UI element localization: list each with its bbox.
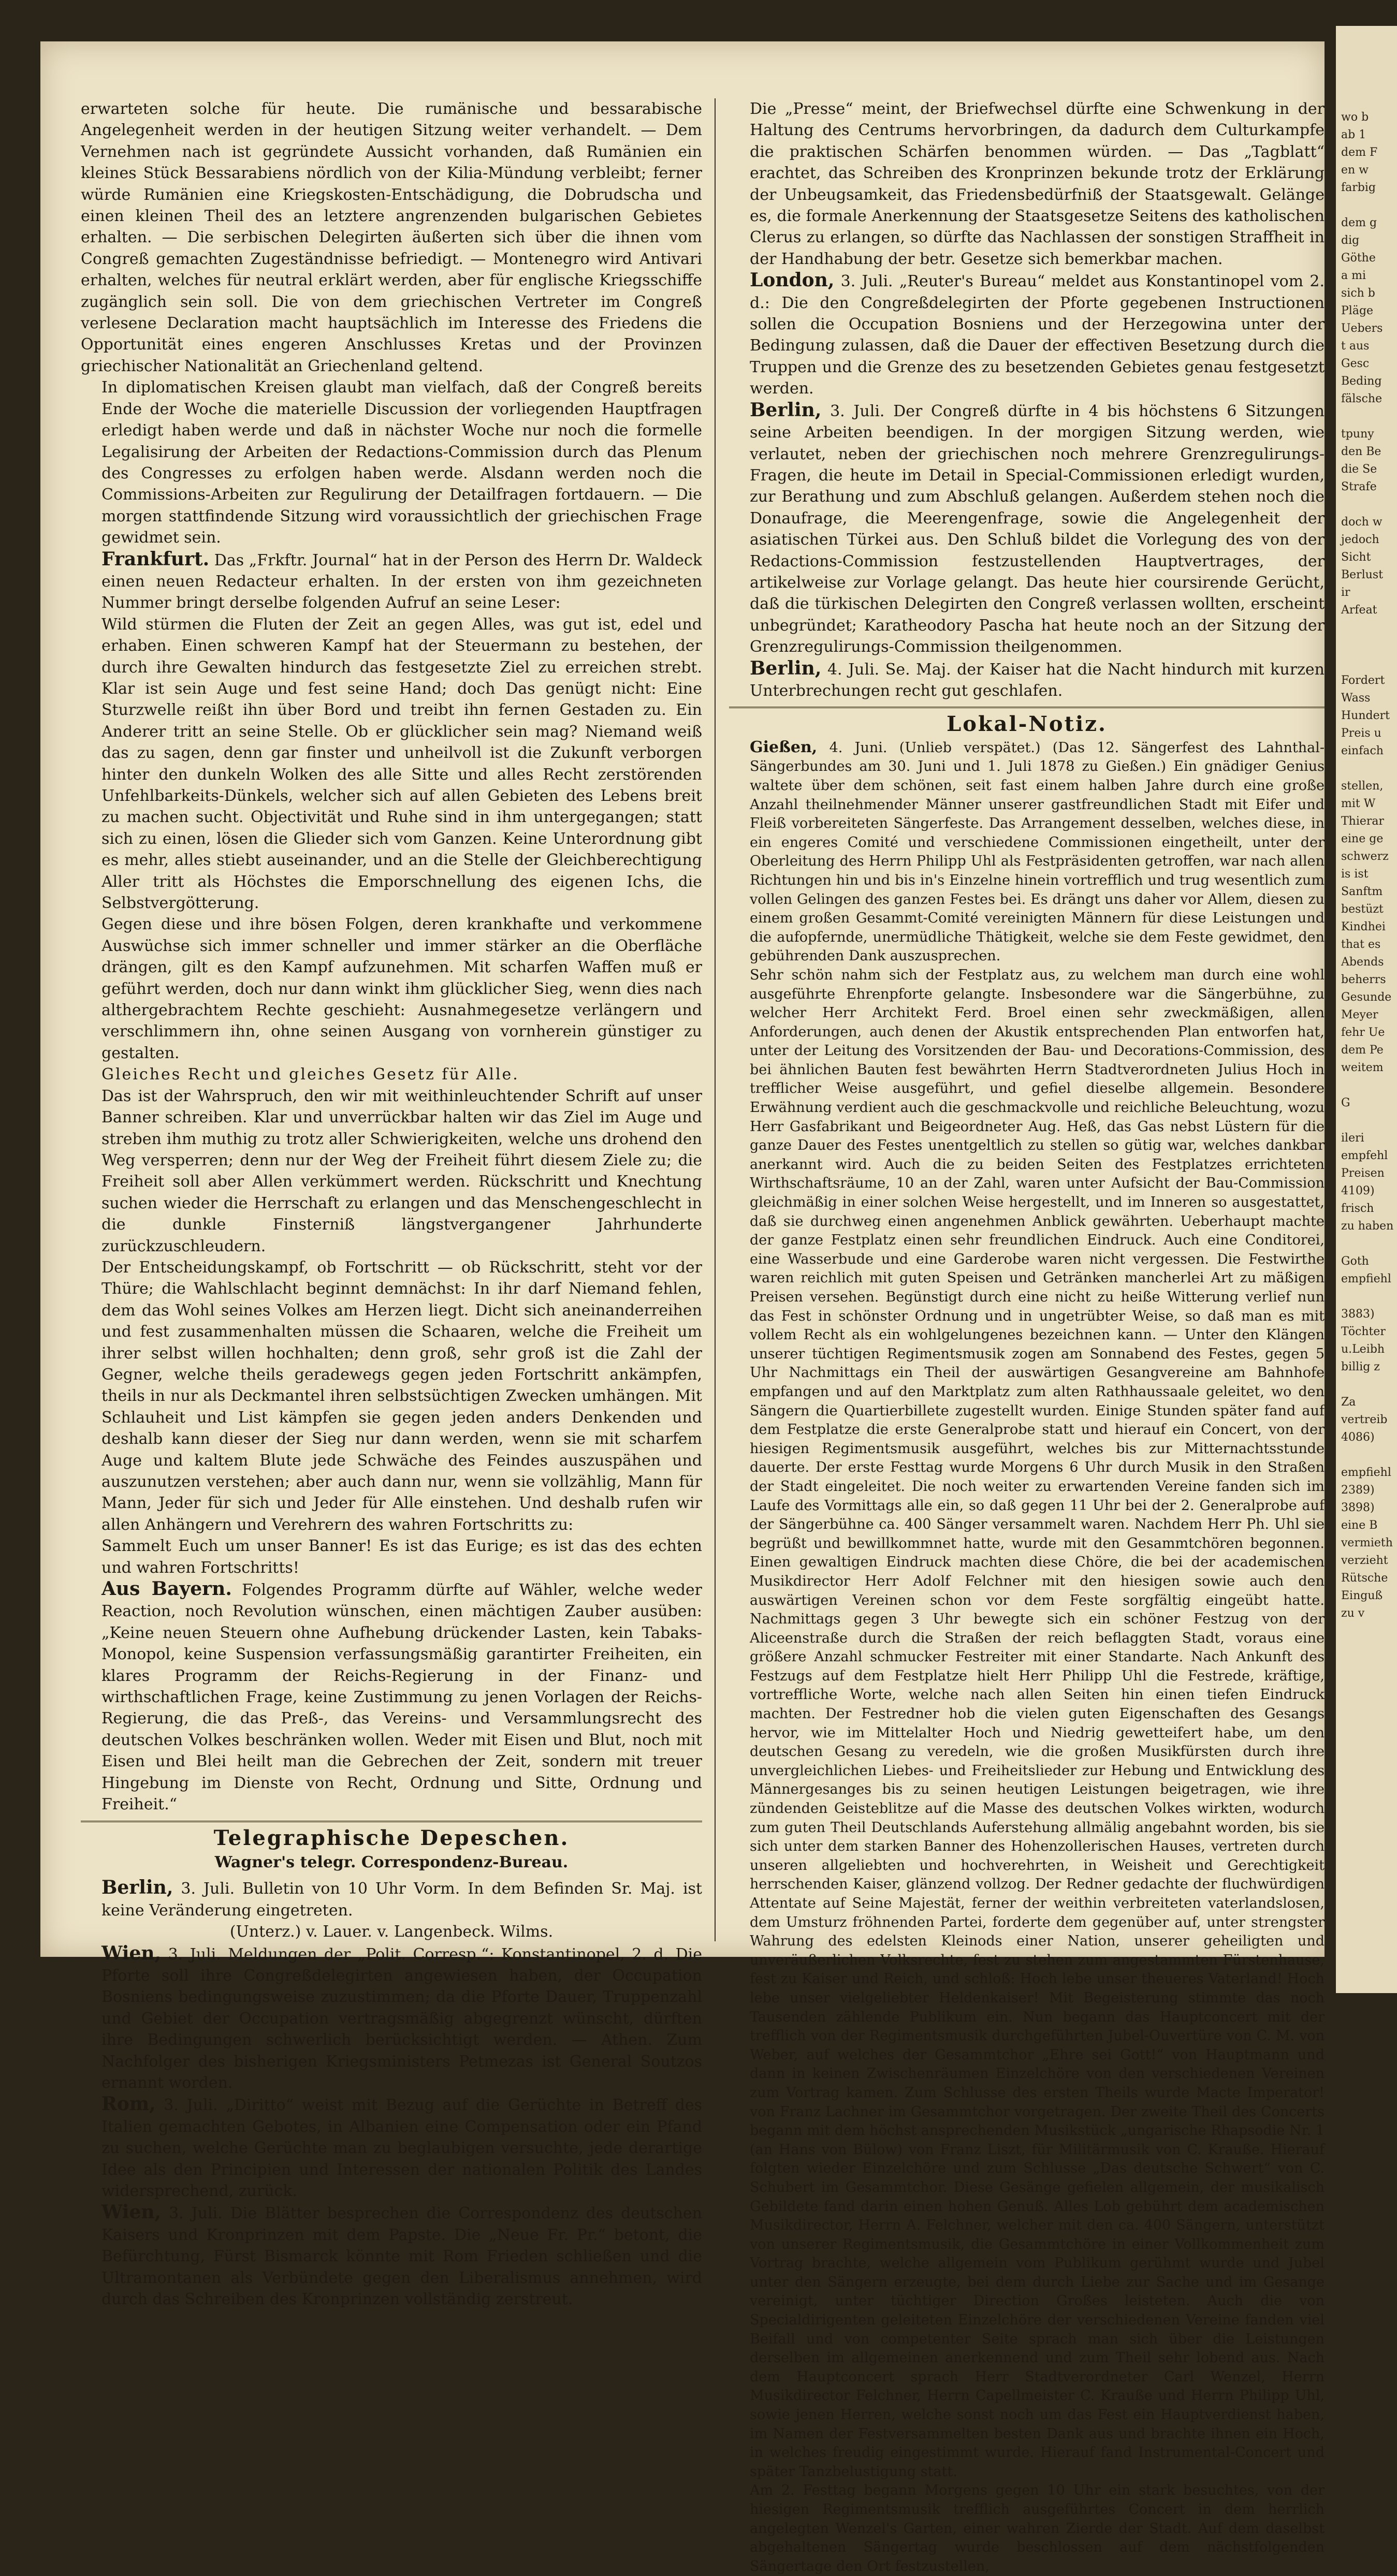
strip-line: ab 1 [1341,128,1366,141]
dispatch-text: 3. Juli. Meldungen der „Polit. Corresp.“: Konstantinopel, 2. d. Die Pforte soll ihre Congreßdelegirten angewiesen haben, der Occupation Bosniens bedingungsweise zuzustimmen; da die Pforte Dauer, Truppenzahl und Gebiet der Occupation vertragsmäßig abgegrenzt wünscht, dürften ihre Bedingungen schwerlich berücksichtigt werden. — Athen. Zum Nachfolger des bisherigen Kriegsministers Petmezas ist General Soutzos ernannt worden. [101,1945,702,2092]
strip-line: Einguß [1341,1589,1383,1602]
dispatch [81,2094,702,2202]
strip-line: Preisen [1341,1167,1385,1180]
strip-line [1341,637,1397,654]
strip-line: Fordert [1341,674,1385,687]
strip-line: t aus [1341,340,1370,353]
strip-line: dem F [1341,146,1378,159]
strip-line: eine ge [1341,832,1384,845]
dispatch-text: 3. Juli. Bulletin von 10 Uhr Vorm. In dem Befinden Sr. Maj. ist keine Veränderung eingetreten. [101,1880,702,1920]
dispatch-text: 3. Juli. „Diritto“ weist mit Bezug auf die Gerüchte in Betreff des Italien gemachten Gebotes, in Albanien eine Compensation oder ein Pfand zu suchen, welche Gerüchte man zu beglaubigen versuchte, jede derartige Idee als den Principien und Interessen der nationalen Politik des Landes widersprechend, zurück. [101,2096,702,2200]
dispatch-text: 3. Juli. „Reuter's Bureau“ meldet aus Konstantinopel vom 2. d.: Die den Congreßdelegirten der Pforte gegebenen Instructionen sollen die Occupation Bosniens und der Herzegowina unter der Bedingung zulassen, daß die Dauer der effectiven Besetzung durch die Truppen und die Grenze des zu besetzenden Gebietes genau festgesetzt werden. [750,272,1325,398]
paragraph: Der Entscheidungskampf, ob Fortschritt — ob Rückschritt, steht vor der Thüre; die Wahlschlacht beginnt demnächst: In ihr darf Niemand fehlen, dem das Wohl seines Volkes am Herzen liegt. Dicht sich aneinanderreihen und fest zusammenhalten müssen die Schaaren, welche die Freiheit um ihrer selbst willen hochhalten; denn groß, sehr groß ist die Zahl der Gegner, welche theils geradewegs gegen jeden Fortschritt ankämpfen, theils in nur als Deckmantel ihren selbstsüchtigen Zwecken umhängen. Mit Schlauheit und List kämpfen sie gegen jeden anders Denkenden und deshalb kann dieser der Sieg nur dann werden, wenn sie mit scharfem Auge und kaltem Blute jede Schwäche des Feindes auszuspähen und auszunutzen verstehen; aber auch dann nur, wenn sie vollzählig, Mann für Mann, Jeder für sich und Jeder für Alle einstehen. Und deshalb rufen wir allen Anhängern und Verehrern des wahren Fortschritts zu: [101,1258,702,1534]
section-title: Telegraphische Depeschen. [213,1825,570,1850]
strip-line: beherrs [1341,973,1386,986]
strip-line: Göthe [1341,252,1376,265]
dateline: Aus Bayern. [101,1578,232,1600]
dateline: Berlin, [101,1877,173,1899]
signature: (Unterz.) v. Lauer. v. Langenbeck. Wilms. [229,1923,554,1941]
strip-line [1341,760,1397,778]
article-frankfurt [81,549,702,614]
strip-line: Uebers [1341,322,1383,335]
paragraph: Die „Presse“ meint, der Briefwechsel dürfte eine Schwenkung in der Haltung des Centrums hervorbringen, da dadurch dem Culturkampfe die praktischen Schärfen benommen würden. — Das „Tagblatt“ erachtet, das Schreiben des Kronprinzen bekunde trotz der Erklärung der Unbeugsamkeit, das Friedensbedürfniß der Staatsgewalt. Gelänge es, die formale Anerkennung der Staatsgesetze Seitens des katholischen Clerus zu erlangen, so dürfte das Nachlassen der sonstigen Straffheit in der Handhabung der betr. Gesetze sich bemerkbar machen. [750,100,1325,268]
right-column [729,98,1325,2576]
strip-line: Sicht [1341,551,1371,564]
strip-line: sich b [1341,287,1375,300]
strip-line: Thierar [1341,815,1385,828]
divider [81,1821,702,1822]
strip-line: 4086) [1341,1431,1375,1444]
strip-line: fälsche [1341,392,1383,405]
strip-line: Goth [1341,1255,1369,1268]
strip-line: empfiehl [1341,1466,1391,1479]
dispatch [729,400,1325,658]
strip-line: vertreib [1341,1413,1388,1426]
strip-line: einfach [1341,744,1384,757]
dateline: Wien, [101,2201,162,2223]
strip-line: Arfeat [1341,604,1377,617]
strip-line: tpuny [1341,428,1374,441]
dispatch-text: 3. Juli. Der Congreß dürfte in 4 bis höchstens 6 Sitzungen seine Arbeiten beendigen. In der morgigen Sitzung werden, wie verlautet, neben der griechischen noch mehrere Grenzregulirungs-Fragen, die heute im Detail in Special-Commissionen erledigt wurden, zur Berathung und zum Abschluß gelangen. Außerdem stehen noch die Donaufrage, die Meerengenfrage, sowie die Angelegenheit der asiatischen Türkei aus. Den Schluß bildet die Vorlegung des von der Redactions-Commission festzustellenden Hauptvertrages, der artikelweise zur Vorlage gelangt. Das heute hier coursirende Gerücht, daß die türkischen Delegirten den Congreß verlassen wollten, erscheint unbegründet; Karatheodory Pascha hat heute noch an der Sitzung der Grenzregulirungs-Commission theilgenommen. [750,402,1325,656]
strip-line [1341,197,1397,214]
strip-line: dig [1341,234,1360,247]
paragraph: Sehr schön nahm sich der Festplatz aus, zu welchem man durch eine wohl ausgeführte Ehrenpforte gelangte. Insbesondere war die Sängerbühne, zu welcher Herr Architekt Ferd. Broel einen sehr zweckmäßigen, allen Anforderungen, auch denen der Akustik entsprechenden Plan entworfen hat, unter der Leitung des Vorsitzenden der Bau- und Decorations-Commission, des bei ähnlichen Bauten fest bewährten Herrn Stadtverordneten Julius Hoch in trefflicher Weise ausgeführt, und gefiel dieselbe allgemein. Besondere Erwähnung verdient auch die geschmackvolle und reichliche Beleuchtung, wozu Herr Gasfabrikant und Beigeordneter Aug. Heß, das Gas nebst Lüstern für die ganze Dauer des Festes unentgeltlich zu stellen so gütig war, welches dankbar anerkannt wird. Auch die zu beiden Seiten des Festplatzes errichteten Wirthschaftsräume, 10 an der Zahl, waren unter Aufsicht der Bau-Commission gleichmäßig in einer solchen Weise hergestellt, und im Inneren so ausgestattet, daß sie durchweg einen angenehmen Anblick gewährten. Ueberhaupt machte der ganze Festplatz einen sehr freundlichen Eindruck. Auch eine Conditorei, eine Wasserbude und eine Garderobe waren nicht vergessen. Die Festwirthe waren reichlich mit guten Speisen und Getränken mancherlei Art zu mäßigen Preisen versehen. Begünstigt durch eine nicht zu heiße Witterung verlief nun das Fest in schönster Ordnung und in ungetrübter Weise, so daß man es mit vollem Recht als ein wohlgelungenes bezeichnen kann. — Unter den Klängen unserer tüchtigen Regimentsmusik zogen am Sonnabend des Festes, gegen 5 Uhr Nachmittags ein Theil der auswärtigen Gesangvereine am Bahnhofe empfangen und auf den Marktplatz zum alten Rathhaussaale geleitet, wo den Sängern die Quartierbillete zugestellt wurden. Einige Stunden später fand auf dem Festplatze die erste Generalprobe statt und hierauf ein Concert, von der hiesigen Regimentsmusik ausgeführt, welches bis zur Mitternachtsstunde dauerte. Der erste Festtag wurde Morgens 6 Uhr durch Musik in den Straßen der Stadt eingeleitet. Die noch weiter zu erwartenden Vereine fanden sich im Laufe des Vormittags alle ein, so daß gegen 11 Uhr bei der 2. Generalprobe auf der Sängerbühne ca. 400 Sänger versammelt waren. Nachdem Herr Ph. Uhl sie begrüßt und bewillkommnet hatte, wurde mit den Gesammtchören begonnen. Einen gewaltigen Eindruck machten diese Chöre, die bei der academischen Musikdirector Herr Adolf Felchner mit den hiesigen sowie auch den auswärtigen Vereinen schon vor dem Feste sorgfältig eingeübt hatte. Nachmittags gegen 3 Uhr bewegte sich ein schöner Festzug von der Aliceenstraße durch die Straßen der reich beflaggten Stadt, voraus eine größere Anzahl schmucker Festreiter mit einer Standarte. Nach Ankunft des Festzugs auf dem Festplatze hielt Herr Philipp Uhl die Festrede, kräftige, vortreffliche Worte, welche nach allen Seiten hin einen tiefen Eindruck machten. Der Festredner hob die vielen guten Eigenschaften des Gesangs hervor, wie im Mittelalter Hoch und Niedrig gewetteifert habe, um den deutschen Gesang zu veredeln, wie die großen Musikfürsten durch ihre unvergleichlichen Liebes- und Freiheitslieder zur Hebung und Entwicklung des Männergesanges bis zu seinen heutigen Leistungen beigetragen, wie ihre zündenden Geisteblitze auf die Masse des deutschen Volkes wirkten, wodurch zum guten Theil Deutschlands Auferstehung allmälig angebahnt worden, bis sie sich unter dem starken Banner des Hohenzollerischen Hauses, vertreten durch unseren allgeliebten und hochverehrten, in Weisheit und Gerechtigkeit herrschenden Kaiser, glänzend vollzog. Der Redner gedachte der fluchwürdigen Attentate auf Seine Majestät, ferner der weithin verbreiteten vaterlandslosen, dem Umsturz fröhnenden Partei, forderte dem gegenüber auf, unter strengster Wahrung des edelsten Kleinods einer Nation, unserer geheiligten und unveräußerlichen Volksrechte, fest zu stehen zum angestammten Fürstenhause, fest zu Kaiser und Reich, und schloß: Hoch lebe unser theueres Vaterland! Hoch lebe unser vielgeliebter Heldenkaiser! Mit Begeisterung stimmte das noch Tausenden zählende Publikum ein. Nun begann das Hauptconcert mit der trefflich von der Regimentsmusik durchgeführten Jubel-Ouvertüre von C. M. von Weber, auf welches der Gesammtchor „Ehre sei Gott!“ von Hauptmann und dann in keinen Zwischenräumen Einzelchöre von den verschiedenen Vereinen zum Vortrag kamen. Zum Schlusse des ersten Theils wurde Macte Imperator! von Franz Lachner im Gesammtchor vorgetragen. Der zweite Theil des Concerts begann mit dem höchst ansprechenden Musikstück „ungarische Rhapsodie Nr. 1 (an Hans von Bülow) von Franz Liszt, für Militärmusik von C. Krauße. Hierauf folgten wieder Einzelchöre und zum Schlusse „Das deutsche Schwert“ von C. Schubert im Gesammtchor. Diese Gesänge gefielen allgemein, der musikalisch Gebildete fand darin einen hohen Genuß. Alles Lob gebührt dem academischen Musikdirector, Herrn A. Felchner, welcher mit den ca. 400 Sängern, unterstützt von unserer Regimentsmusik, die Gesammtchöre in einer Vollkommenheit zum Vortrag brachte, welche allgemein vom Publikum gerühmt wurde und Jubel unter den Sängern erzeugte, bei dem durch Liebe zur Sache und im Gesange vereinigt, unter tüchtiger Direction Großes leisteten. Auch die von Specialdirigenten geleiteten Einzelchöre der verschiedenen Vereine fanden viel Beifall und von competenter Seite sprach man sich über die Leistungen derselben im allgemeinen anerkennend und zum Theil sehr lobend aus. Nach dem Hauptconcert sprach Herr Stadtverordneter Carl Wenzel, Herrn Musikdirector Felchner, Herrn Capellmeister C. Krauße und Herrn Philipp Uhl, sowie jenen Herren, welche sonst noch um das Fest ein Hauptverdienst haben, im Namen der Festversammelten besten Dank aus und brachte ihnen ein Hoch, in welches freudig eingestimmt wurde. Hierauf fand Instrumental-Concert und später Tanzbelustigung statt. [750,967,1325,2480]
strip-line: billig z [1341,1360,1380,1373]
strip-line [1341,619,1397,637]
strip-line: Preis u [1341,727,1381,740]
paragraph: Das ist der Wahrspruch, den wir mit weithinleuchtender Schrift auf unser Banner schreiben. Klar und unverrückbar halten wir das Ziel im Auge und streben ihm muthig zu trotz aller Schwierigkeiten, welche uns drohend den Weg versperren; denn nur der Weg der Freiheit führt diesem Ziele zu; die Freiheit soll aber Allen verkümmert werden. Rückschritt und Knechtung suchen wieder die Herrschaft zu erlangen und das Menschengeschlecht in die dunkle Finsterniß längstvergangener Jahrhunderte zurückzuschleudern. [101,1087,702,1255]
strip-line: en w [1341,164,1369,177]
strip-line: weitem [1341,1061,1384,1074]
strip-line [1341,1376,1397,1394]
article-text: Das „Frkftr. Journal“ hat in der Person des Herrn Dr. Waldeck einen neuen Redacteur erhalten. In der ersten von ihm gezeichneten Nummer bringt derselbe folgenden Aufruf an seine Leser: [101,551,702,612]
dateline: Berlin, [750,399,822,421]
strip-line: 3883) [1341,1308,1375,1321]
paragraph: Sammelt Euch um unser Banner! Es ist das Eurige; es ist das des echten und wahren Fortschritts! [101,1537,702,1577]
dispatch [729,270,1325,399]
strip-line: that es [1341,938,1381,951]
strip-line: bestüzt [1341,903,1384,916]
divider [729,707,1325,708]
strip-line: verzieht [1341,1554,1388,1567]
strip-line: a mi [1341,269,1366,282]
dispatch [729,658,1325,702]
strip-line: G [1341,1096,1350,1109]
strip-line: schwerz [1341,850,1389,863]
strip-line: jedoch [1341,533,1379,546]
strip-line [1341,1446,1397,1464]
strip-line: Gesc [1341,357,1370,370]
report-text: 4. Juni. (Unlieb verspätet.) (Das 12. Sängerfest des Lahnthal-Sängerbundes am 30. Juni und 1. Juli 1878 zu Gießen.) Ein gnädiger Genius waltete über dem schönen, seit fast einem halben Jahre durch eine große Anzahl theilnehmender Männer unserer gastfreundlichen Stadt mit Eifer und Fleiß vorbereiteten Sängerfeste. Das Arrangement desselben, welches diese, in ein engeres Comité und verschiedene Commissionen eingetheilt, unter der Oberleitung des Herrn Philipp Uhl als Festpräsidenten getroffen, war nach allen Richtungen hin und bis in's Einzelne hinein vortrefflich und trug wesentlich zum vollen Gelingen des ganzen Festes bei. Es drängt uns daher vor Allem, diesen zu einem großen Gesammt-Comité vereinigten Männern für diese Leistungen und die aufopfernde, unermüdliche Thätigkeit, welche sie dem Feste gewidmet, den gebührenden Dank auszusprechen. [750,739,1325,964]
strip-line: zu haben [1341,1220,1394,1233]
dateline: Gießen, [750,738,818,756]
section-subtitle: Wagner's telegr. Correspondenz-Bureau. [214,1853,569,1871]
dateline: Rom, [101,2093,156,2115]
article-bayern [81,1578,702,1815]
strip-line [1341,1112,1397,1130]
adjacent-page-strip [1336,26,1397,1993]
strip-line: farbig [1341,181,1376,194]
article-text: Folgendes Programm dürfte auf Wähler, welche weder Reaction, noch Revolution wünschen, einen mächtigen Zauber ausüben: „Keine neuen Steuern ohne Aufhebung drückender Lasten, kein Tabaks-Monopol, keine Suspension verfassungsmäßig garantirter Freiheiten, ein klares Programm der Reichs-Regierung in der Finanz- und wirthschaftlichen Frage, keine Zustimmung zu jenen Vorlagen der Reichs-Regierung, die das Preß-, das Vereins- und Versammlungsrecht des deutschen Volkes beschränken wollen. Weder mit Eisen und Blut, noch mit Eisen und Blei heilt man die Gebrechen der Zeit, sondern mit treuer Hingebung im Dienste von Recht, Ordnung und Sitte, Ordnung und Freiheit.“ [101,1581,702,1814]
strip-line: frisch [1341,1202,1374,1215]
strip-line: Gesunde [1341,991,1392,1004]
strip-line: den Be [1341,445,1381,458]
local-report [729,738,1325,966]
strip-line [1341,408,1397,426]
strip-line: Berlust [1341,568,1384,581]
strip-line: Hundert [1341,709,1390,722]
strip-line: is ist [1341,868,1369,881]
dispatch [81,2202,702,2310]
strip-line: wo b [1341,111,1369,124]
strip-line: die Se [1341,463,1377,476]
dispatch-text: 3. Juli. Die Blätter besprechen die Correspondenz des deutschen Kaisers und Kronprinzen mit dem Papste. Die „Neue Fr. Pr.“ betont, die Befürchtung, Fürst Bismarck könnte mit Rom Frieden schließen und die Ultramontanen als Verbündete gegen den Liberalismus annehmen, wird durch das Schreiben des Kronprinzen vollständig zerstreut. [101,2204,702,2309]
section-title: Lokal-Notiz. [947,712,1107,737]
strip-line: Kindhei [1341,920,1386,933]
strip-line [1341,496,1397,514]
strip-line: 3898) [1341,1501,1375,1514]
strip-line: zu v [1341,1607,1365,1620]
strip-line: vermieth [1341,1536,1393,1549]
paragraph: Gegen diese und ihre bösen Folgen, deren krankhafte und verkommene Auswüchse sich immer schneller und immer stärker an die Oberfläche drängen, gilt es den Kampf aufzunehmen. Mit scharfen Waffen muß er geführt werden, doch nur dann winkt ihm glücklicher Sieg, wenn dies nach althergebrachtem Rechte geschieht: Ausnahmegesetze verlängern und verschlimmern ihn, ohne seinen Ausgang von vornherein günstiger zu gestalten. [101,915,702,1062]
strip-line: empfiehl [1341,1272,1391,1285]
paragraph: In diplomatischen Kreisen glaubt man vielfach, daß der Congreß bereits Ende der Woche die materielle Discussion der vorliegenden Hauptfragen erledigt haben werde und daß in nächster Woche nur noch die formelle Legalisirung der Arbeiten der Redactions-Commission durch das Plenum des Congresses zu erfolgen haben werde. Alsdann werden noch die Commissions-Arbeiten zur Regulirung der Detailfragen fortdauern. — Die morgen stattfindende Sitzung wird voraussichtlich der griechischen Frage gewidmet sein. [101,378,702,547]
left-column [81,98,702,2310]
strip-line: dem g [1341,216,1377,229]
strip-line: ir [1341,586,1350,599]
strip-line: fehr Ue [1341,1026,1385,1039]
strip-line: mit W [1341,797,1376,810]
strip-line: Sanftm [1341,885,1383,898]
newspaper-page [40,41,1325,2574]
strip-line [1341,1077,1397,1094]
strip-line: doch w [1341,516,1383,529]
strip-line: Rütsche [1341,1572,1388,1585]
dateline: Berlin, [750,657,822,679]
strip-line [1341,654,1397,672]
strip-line: Wass [1341,692,1371,705]
motto: Gleiches Recht und gleiches Gesetz für Alle. [101,1065,519,1084]
strip-line: Abends [1341,956,1384,969]
paragraph: Wild stürmen die Fluten der Zeit an gegen Alles, was gut ist, edel und erhaben. Einen schweren Kampf hat der Steuermann zu bestehen, der durch ihre Gewalten hindurch das festgesetzte Ziel zu erreichen strebt. Klar ist sein Auge und fest seine Hand; doch Das genügt nicht: Eine Sturzwelle reißt ihn über Bord und treibt ihn fernen Gestaden zu. Ein Anderer tritt an seine Stelle. Ob er glücklicher sein mag? Niemand weiß das zu sagen, denn gar finster und unheilvoll ist die Zukunft verborgen hinter den dunkeln Wolken des alle Sitte und alles Recht zerstörenden Unfehlbarkeits-Dünkels, welcher sich auf allen Gebieten des Lebens breit zu machen sucht. Objectivität und Ruhe sind in ihm untergegangen; statt sich zu einen, lösen die Glieder sich vom Ganzen. Keine Unterordnung gibt es mehr, alles stiebt auseinander, und an die Stelle der Gleichberechtigung Aller tritt als Höchstes die Emporschnellung des eigenen Ichs, die Selbstvergötterung. [101,615,702,913]
dispatch-text: 4. Juli. Se. Maj. der Kaiser hat die Nacht hindurch mit kurzen Unterbrechungen recht gut geschlafen. [750,660,1325,700]
strip-line: ileri [1341,1132,1364,1145]
strip-line: 2389) [1341,1484,1375,1497]
strip-line: Za [1341,1396,1356,1409]
strip-line: stellen, [1341,780,1384,793]
strip-line: 4109) [1341,1184,1375,1197]
strip-line: empfehl [1341,1149,1388,1162]
strip-line: eine B [1341,1519,1378,1532]
dispatch [81,1943,702,2094]
strip-line: Strafe [1341,480,1377,493]
column-divider [715,98,716,1941]
paragraph: erwarteten solche für heute. Die rumänische und bessarabische Angelegenheit werden in der heutigen Sitzung weiter verhandelt. — Dem Vernehmen nach ist gegründete Aussicht vorhanden, daß Rumänien ein kleines Stück Bessarabiens nördlich von der Kilia-Mündung verbleibt; ferner würde Rumänien eine Kriegskosten-Entschädigung, die Dobrudscha und einen kleinen Theil des an letztere angrenzenden bulgarischen Gebietes erhalten. — Die serbischen Delegirten äußerten sich über die ihnen vom Congreß gemachten Zugeständnisse befriedigt. — Montenegro wird Antivari erhalten, welches für neutral erklärt werden, aber für englische Kriegsschiffe zugänglich sein soll. Die von dem griechischen Vertreter im Congreß verlesene Declaration macht hauptsächlich im Interesse des Friedens die Opportunität eines engeren Anschlusses Kretas und der Provinzen griechischer Nationalität an Griechenland geltend. [81,100,702,375]
strip-line: Pläge [1341,304,1374,317]
strip-line: Töchter [1341,1325,1386,1338]
strip-line: Beding [1341,375,1382,388]
dateline: London, [750,269,835,291]
strip-line: Meyer [1341,1008,1378,1021]
paragraph: Am 2. Festtag begann Morgens gegen 10 Uhr ein stark besuchtes, von der hiesigen Regimentsmusik trefflich ausgeführtes Concert in dem herrlich angelegten Wenzel's Garten, einer wahren Zierde der Stadt. Auf dem daselbst abgehaltenen Sängertag wurde beschlossen auf dem nächstfolgenden Sängertage den Ort festzustellen, [750,2482,1325,2574]
dateline: Wien, [101,1942,162,1964]
strip-line [1341,1235,1397,1253]
dispatch [81,1877,702,1921]
strip-line: u.Leibh [1341,1343,1385,1356]
strip-line: dem Pe [1341,1044,1384,1057]
dateline: Frankfurt. [101,548,210,570]
strip-line [1341,1288,1397,1306]
